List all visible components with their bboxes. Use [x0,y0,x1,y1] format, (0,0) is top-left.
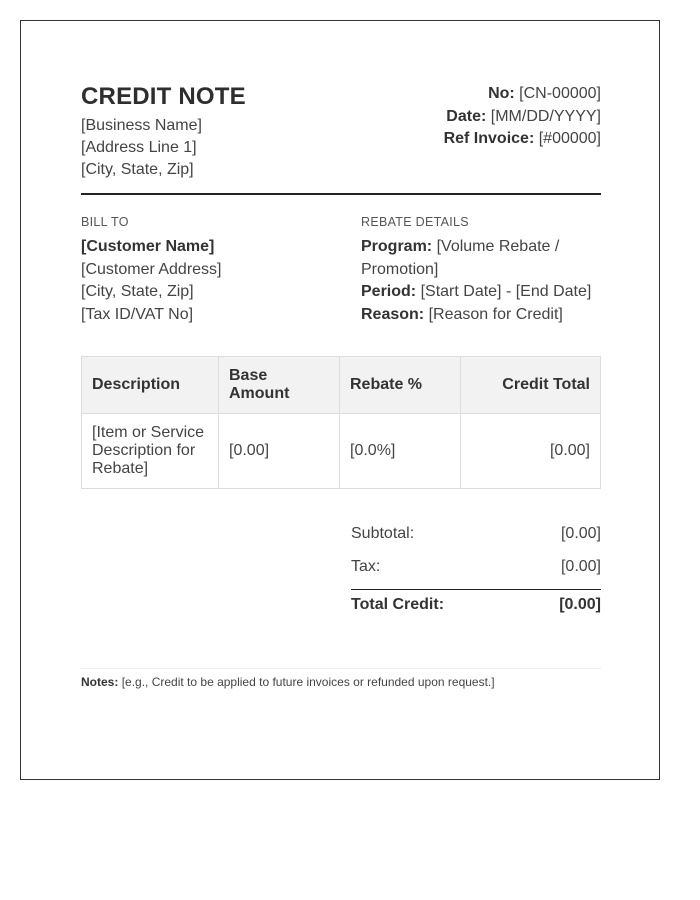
subtotal-row [351,517,601,550]
notes-text: [e.g., Credit to be applied to future invoices or refunded upon request.] [121,675,495,689]
rebate-reason [361,304,601,327]
ref-invoice [444,128,601,151]
document-header [81,83,601,195]
period-value: [Start Date] - [End Date] [420,283,592,300]
credit-note-date [444,106,601,129]
notes-section [81,668,601,689]
table-row [82,414,601,489]
program-value: [Volume Rebate / Promotion] [361,238,560,278]
header-description: Description [82,357,219,414]
credit-note-page [20,20,660,780]
total-credit-label: Total Credit: [351,596,445,613]
customer-address: [Customer Address] [81,260,222,278]
table-header-row [82,357,601,414]
date-value: [MM/DD/YYYY] [490,107,601,125]
rebate-details-block [361,215,601,326]
credit-note-number [444,83,601,106]
customer-name: [Customer Name] [81,238,215,255]
parties-section [81,215,601,326]
header-credit-total: Credit Total [461,357,601,414]
rebate-program [361,236,601,281]
document-title: CREDIT NOTE [81,83,246,110]
header-base-amount: Base Amount [219,357,340,414]
number-label: No: [488,85,515,102]
header-rebate-percent: Rebate % [340,357,461,414]
bill-to-label: BILL TO [81,215,129,229]
business-name: [Business Name] [81,117,202,134]
subtotal-label: Subtotal: [351,525,415,542]
number-value: [CN-00000] [519,85,601,102]
total-credit-row [351,589,601,622]
reason-value: [Reason for Credit] [428,305,563,323]
row-description: [Item or Service Description for Rebate] [82,414,219,489]
ref-invoice-value: [#00000] [538,130,601,147]
reason-label: Reason: [361,305,425,323]
document-meta [444,83,601,151]
rebate-period [361,281,601,304]
program-label: Program: [361,238,433,255]
customer-tax-id: [Tax ID/VAT No] [81,305,194,323]
business-city-state-zip: [City, State, Zip] [81,161,194,178]
customer-city-state-zip: [City, State, Zip] [81,283,194,300]
business-address: [Address Line 1] [81,139,197,156]
subtotal-value: [0.00] [560,525,601,542]
ref-invoice-label: Ref Invoice: [443,130,535,147]
period-label: Period: [361,283,417,300]
totals-block [351,517,601,622]
total-credit-value: [0.00] [559,596,601,613]
date-label: Date: [446,107,487,125]
notes-label: Notes: [81,675,119,689]
tax-label: Tax: [351,558,381,575]
row-rebate-percent: [0.0%] [340,414,461,489]
rebate-details-label: REBATE DETAILS [361,215,469,229]
tax-row [351,550,601,583]
bill-to-block [81,215,361,326]
document-content [81,83,601,689]
tax-value: [0.00] [560,558,601,575]
row-credit-total: [0.00] [461,414,601,489]
business-block [81,83,246,181]
line-items-table [81,356,601,489]
row-base-amount: [0.00] [219,414,340,489]
